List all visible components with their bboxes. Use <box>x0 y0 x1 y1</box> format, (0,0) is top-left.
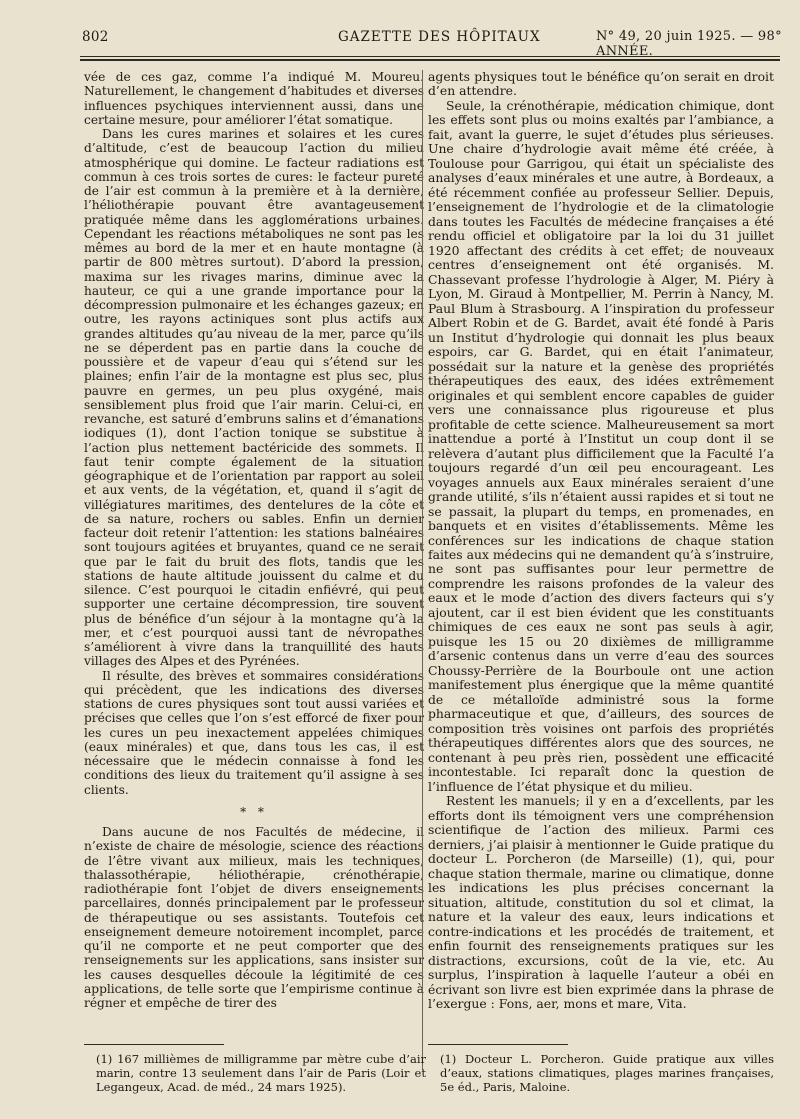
left-column <box>84 70 424 1010</box>
header-rule-thick <box>80 59 780 61</box>
footnote-right: (1) Docteur L. Porcheron. Guide pratique aux villes d’eaux, stations climatiques, plages marines françaises, 5e éd., Paris, Maloine. <box>440 1052 774 1094</box>
page-header <box>76 27 782 59</box>
left-paragraph-1: vée de ces gaz, comme l’a indiqué M. Moureu. Naturellement, le changement d’habitudes et diverses influences psychiques interviennent aussi, dans une certaine mesure, pour améliorer l’état somatique. <box>84 70 424 127</box>
right-paragraph-1: agents physiques tout le bénéfice qu’on serait en droit d’en attendre. <box>428 69 774 99</box>
right-paragraph-3: Restent les manuels; il y en a d’excellents, par les efforts dont ils témoignent vers une compréhension scientifique de l’action des milieux. Parmi ces derniers, j’ai plaisir à mentionner le Guide pratique du docteur L. Porcheron (de Marseille) (1), qui, pour chaque station thermale, marine ou climatique, donne les indications les plus précises concernant la situation, altitude, constitution du sol et climat, la nature et la valeur des eaux, leurs indications et contre-indications et les procédés de traitement, et enfin fournit des renseignements pratiques sur les distractions, excursions, coût de la vie, etc. Au surplus, l’inspiration à laquelle l’auteur a obéi en écrivant son livre est bien exprimée dans la phrase de l’exergue : Fons, aer, mons et mare, Vita. <box>428 793 774 1011</box>
left-paragraph-4: Dans aucune de nos Facultés de médecine, il n’existe de chaire de mésologie, science des réactions de l’être vivant aux milieux, mais les techniques, thalassothérapie, héliothérapie, crénothérapie, radiothérapie font l’objet de divers enseignements parcellaires, donnés principalement par le professeur de thérapeutique ou ses assistants. Toutefois cet enseignement demeure notoirement incomplet, parce qu’il ne comporte et ne peut comporter que des renseignements sur les applications, sans insister sur les causes desquelles découle la légitimité de ces applications, de telle sorte que l’empirisme continue à régner et empêche de tirer des <box>84 825 424 1010</box>
footnote-rule-left <box>84 1044 224 1045</box>
header-rule <box>80 56 780 57</box>
journal-title: GAZETTE DES HÔPITAUX <box>338 29 541 45</box>
issue-info: N° 49, 20 juin 1925. — 98° ANNÉE. <box>596 29 782 59</box>
section-separator: * * <box>240 804 268 819</box>
footnote-rule-right <box>428 1044 568 1045</box>
left-paragraph-2: Dans les cures marines et solaires et les cures d’altitude, c’est de beaucoup l’action du milieu atmosphérique qui domine. Le facteur radiations est commun à ces trois sortes de cures: le facteur pureté de l’air est commun à la première et à la dernière, l’héliothérapie pouvant être avantageusement pratiquée même dans les agglomérations urbaines. Cependant les réactions métaboliques ne sont pas les mêmes au bord de la mer et en haute montagne (à partir de 800 mètres surtout). D’abord la pression, maxima sur les rivages marins, diminue avec la hauteur, ce qui a une grande importance pour la décompression pulmonaire et les échanges gazeux; en outre, les rayons actiniques sont plus actifs aux grandes altitudes qu’au niveau de la mer, parce qu’ils ne se déperdent pas en partie dans la couche de poussière et de vapeur d’eau qui s’étend sur les plaines; enfin l’air de la montagne est plus sec, plus pauvre en germes, un peu plus oxygéné, mais sensiblement plus froid que l’air marin. Celui-ci, en revanche, est saturé d’embruns salins et d’émanations iodiques (1), dont l’action tonique se substitue à l’action plus nettement bactéricide des sommets. Il faut tenir compte également de la situation géographique et de l’orientation par rapport au soleil et aux vents, de la végétation, et, quand il s’agit de villégiatures maritimes, des dentelures de la côte et de sa nature, rochers ou sables. Enfin un dernier facteur doit retenir l’attention: les stations balnéaires sont toujours agitées et bruyantes, quand ce ne serait que par le fait du bruit des flots, tandis que les stations de haute altitude jouissent du calme et du silence. C’est pourquoi le citadin enfiévré, qui peut supporter une certaine décompression, tire souvent plus de bénéfice d’un séjour à la montagne qu’à la mer, et c’est pourquoi aussi tant de névropathes s’améliorent à vivre dans la tranquillité des hauts villages des Alpes et des Pyrénées. <box>84 127 424 669</box>
page-number: 802 <box>82 29 109 45</box>
right-paragraph-2: Seule, la crénothérapie, médication chimique, dont les effets sont plus ou moins exaltés par l’ambiance, a fait, avant la guerre, le sujet d’études plus sérieuses. Une chaire d’hydrologie avait même été créée, à Toulouse pour Garrigou, qui était un spécialiste des analyses d’eaux minérales et une autre, à Bordeaux, a été récemment confiée au professeur Sellier. Depuis, l’enseignement de l’hydrologie et de la climatologie dans toutes les Facultés de médecine françaises a été rendu officiel et obligatoire par la loi du 31 juillet 1920 affectant des crédits à cet effet; de nouveaux centres d’enseignement ont été organisés. M. Chassevant professe l’hydrologie à Alger, M. Piéry à Lyon, M. Giraud à Montpellier, M. Perrin à Nancy, M. Paul Blum à Strasbourg. A l’inspiration du professeur Albert Robin et de G. Bardet, avait été fondé à Paris un Institut d’hydrologie qui donnait les plus beaux espoirs, car G. Bardet, qui en était l’animateur, possédait sur la nature et la genèse des propriétés thérapeutiques des eaux, des idées extrêmement originales et qui semblent encore capables de guider vers une connaissance plus rigoureuse et plus profitable de cette science. Malheureusement sa mort inattendue a porté à l’Institut un coup dont il se relèvera d’autant plus difficilement que la Faculté l’a toujours regardé d’un œil peu encourageant. Les voyages annuels aux Eaux minérales seraient d’une grande utilité, s’ils n’étaient aussi rapides et si tout ne se passait, la plupart du temps, en promenades, en banquets et en visites d’établissements. Même les conférences sur les indications de chaque station faites aux médecins qui ne demandent qu’à s’instruire, ne sont pas suffisantes pour leur permettre de comprendre les raisons profondes de la valeur des eaux et le mode d’action des divers facteurs qui s’y ajoutent, car il est bien évident que les constituants chimiques de ces eaux ne sont pas seuls à agir, puisque les 15 ou 20 dixièmes de milligramme d’arsenic contenus dans un verre d’eau des sources Choussy-Perrière de la Bourboule ont une action manifestement plus énergique que la même quantité de ce métalloïde administré sous la forme pharmaceutique et que, d’ailleurs, des sources de composition très voisines ont parfois des propriétés thérapeutiques différentes alors que des sources, ne contenant à peu près rien, possèdent une efficacité incontestable. Ici reparaît donc la question de l’influence de l’état physique et du milieu. <box>428 97 774 794</box>
footnote-left: (1) 167 millièmes de milligramme par mètre cube d’air marin, contre 13 seulement dans l’air de Paris (Loir et Legangeux, Acad. de méd., 24 mars 1925). <box>96 1052 426 1094</box>
right-column <box>428 70 774 1011</box>
column-divider <box>422 70 423 1070</box>
left-paragraph-3: Il résulte, des brèves et sommaires considérations qui précèdent, que les indications des diverses stations de cures physiques sont tout aussi variées et précises que celles que l’on s’est efforcé de fixer pour les cures un peu inexactement appelées chimiques (eaux minérales) et que, dans tous les cas, il est nécessaire que le médecin connaisse à fond les conditions des lieux du traitement qu’il assigne à ses clients. <box>84 668 424 797</box>
